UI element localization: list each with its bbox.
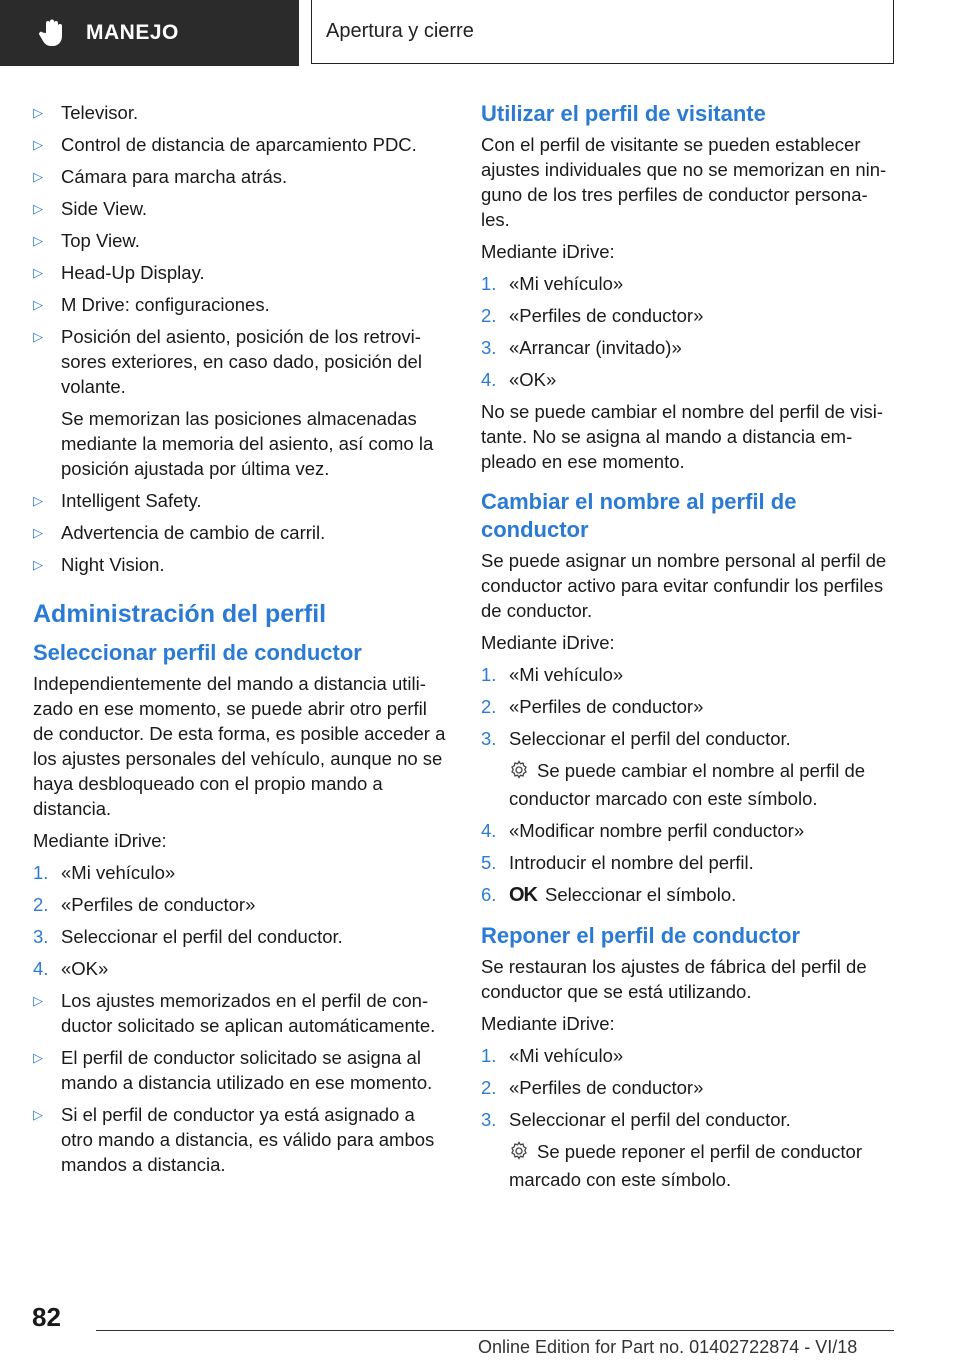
bullet-text: Head-Up Display. — [61, 262, 205, 283]
bullet-text: Night Vision. — [61, 554, 165, 575]
bullet-item — [33, 324, 448, 399]
bullet-text: M Drive: configuraciones. — [61, 294, 270, 315]
bullet-item — [33, 164, 448, 189]
bullet-item — [33, 552, 448, 577]
idrive-label: Mediante iDrive: — [481, 241, 615, 262]
list-item — [481, 367, 896, 392]
rename-text: Se puede asignar un nombre personal al perfil de conductor activo para evitar confundir los perfiles de conductor. — [481, 550, 887, 621]
bullet-text: Top View. — [61, 230, 140, 251]
step-number: 1. — [481, 1045, 497, 1066]
reset-gear-note — [481, 1139, 896, 1192]
section-title: MANEJO — [86, 21, 179, 44]
triangle-bullet-icon: ▷ — [33, 233, 43, 248]
bullet-item — [33, 520, 448, 545]
triangle-bullet-icon: ▷ — [33, 297, 43, 312]
step-number: 2. — [481, 1077, 497, 1098]
step-text: «OK» — [61, 958, 109, 979]
triangle-bullet-icon: ▷ — [33, 265, 43, 280]
triangle-bullet-icon: ▷ — [33, 329, 43, 344]
step-number: 1. — [481, 664, 497, 685]
list-item — [33, 924, 448, 949]
step-text: «Arrancar (invitado)» — [509, 337, 682, 358]
step-text: «Modificar nombre perfil conductor» — [509, 820, 805, 841]
triangle-bullet-icon: ▷ — [33, 993, 43, 1008]
footer-edition: Online Edition for Part no. 01402722874 - VI/18 — [478, 1337, 858, 1357]
step-text: Introducir el nombre del perfil. — [509, 852, 754, 873]
list-item — [481, 303, 896, 328]
list-item — [33, 956, 448, 981]
gear-icon — [509, 1141, 529, 1167]
triangle-bullet-icon: ▷ — [33, 105, 43, 120]
triangle-bullet-icon: ▷ — [33, 201, 43, 216]
step-text: «Mi vehículo» — [61, 862, 176, 883]
list-item — [481, 882, 896, 908]
bullet-text: El perfil de conductor solicitado se asigna al mando a distancia utilizado en ese momento. — [61, 1047, 433, 1093]
section-heading-profile-admin: Administración del perfil — [33, 600, 327, 628]
bullet-item — [33, 488, 448, 513]
list-item — [481, 726, 896, 751]
bullet-item — [33, 1102, 448, 1177]
step-text: «Perfiles de conductor» — [509, 305, 704, 326]
step-number: 2. — [33, 894, 49, 915]
chapter-tab — [311, 0, 894, 64]
list-item — [481, 850, 896, 875]
heading-reset-profile: Reponer el perfil de conductor — [481, 923, 801, 948]
list-item — [481, 1107, 896, 1132]
triangle-bullet-icon: ▷ — [33, 137, 43, 152]
bullet-text: Posición del asiento, posición de los retrovi‐ sores exteriores, en caso dado, posición del volante. — [61, 326, 422, 397]
step-text: «Perfiles de conductor» — [61, 894, 256, 915]
section-tab — [0, 0, 299, 66]
bullet-text: Side View. — [61, 198, 148, 219]
list-item — [481, 818, 896, 843]
idrive-label: Mediante iDrive: — [33, 830, 167, 851]
step-number: 6. — [481, 884, 497, 905]
triangle-bullet-icon: ▷ — [33, 1050, 43, 1065]
step-number: 3. — [481, 728, 497, 749]
step-text: «Mi vehículo» — [509, 273, 624, 294]
bullet-item — [33, 196, 448, 221]
list-item — [481, 662, 896, 687]
triangle-bullet-icon: ▷ — [33, 525, 43, 540]
heading-visitor-profile: Utilizar el perfil de visitante — [481, 101, 766, 126]
hand-icon — [38, 18, 68, 48]
step-number: 1. — [481, 273, 497, 294]
step-text: «Perfiles de conductor» — [509, 696, 704, 717]
step-text: Seleccionar el perfil del conductor. — [61, 926, 343, 947]
list-item — [33, 860, 448, 885]
triangle-bullet-icon: ▷ — [33, 493, 43, 508]
gear-icon — [509, 760, 529, 786]
list-item — [481, 335, 896, 360]
step-number: 3. — [481, 337, 497, 358]
bullet-text: Intelligent Safety. — [61, 490, 202, 511]
triangle-bullet-icon: ▷ — [33, 169, 43, 184]
visitor-text: Con el perfil de visitante se pueden establecer ajustes individuales que no se memorizan en nin‐ guno de los tres perfiles de conductor persona‐ les. — [481, 134, 887, 230]
seat-memory-note: Se memorizan las posiciones almacenadas mediante la memoria del asiento, así como la posición ajustada por última vez. — [61, 408, 434, 479]
bullet-item — [33, 132, 448, 157]
bullet-item — [33, 1045, 448, 1095]
list-item — [481, 271, 896, 296]
step-number: 4. — [481, 820, 497, 841]
page-header — [0, 0, 960, 66]
list-item — [481, 1075, 896, 1100]
step-text: «Perfiles de conductor» — [509, 1077, 704, 1098]
step-number: 3. — [481, 1109, 497, 1130]
bullet-item — [33, 228, 448, 253]
reset-text: Se restauran los ajustes de fábrica del perfil de conductor que se está utilizando. — [481, 956, 867, 1002]
right-column — [481, 100, 896, 1199]
gear-note-text: Se puede cambiar el nombre al perfil de conductor marcado con este símbolo. — [509, 760, 866, 809]
step-number: 1. — [33, 862, 49, 883]
bullet-text: Los ajustes memorizados en el perfil de con‐ ductor solicitado se aplican automáticamente. — [61, 990, 436, 1036]
bullet-text: Cámara para marcha atrás. — [61, 166, 288, 187]
page-number: 82 — [32, 1302, 61, 1332]
step-text: Seleccionar el perfil del conductor. — [509, 728, 791, 749]
visitor-note: No se puede cambiar el nombre del perfil de visi‐ tante. No se asigna al mando a distancia em‐ pleado en ese momento. — [481, 401, 884, 472]
bullet-text: Televisor. — [61, 102, 139, 123]
step-text: «OK» — [509, 369, 557, 390]
bullet-text: Si el perfil de conductor ya está asignado a otro mando a distancia, es válido para ambos mandos a distancia. — [61, 1104, 435, 1175]
step-number: 4. — [33, 958, 49, 979]
step-text: Seleccionar el símbolo. — [545, 884, 737, 905]
heading-rename-profile: Cambiar el nombre al perfil de conductor — [481, 489, 797, 542]
bullet-item — [33, 260, 448, 285]
idrive-label: Mediante iDrive: — [481, 1013, 615, 1034]
step-text: «Mi vehículo» — [509, 1045, 624, 1066]
step-number: 3. — [33, 926, 49, 947]
bullet-item — [33, 292, 448, 317]
triangle-bullet-icon: ▷ — [33, 1107, 43, 1122]
step-number: 5. — [481, 852, 497, 873]
bullet-text: Advertencia de cambio de carril. — [61, 522, 326, 543]
footer-divider — [96, 1330, 894, 1331]
left-column — [33, 100, 448, 1184]
bullet-item — [33, 100, 448, 125]
list-item — [481, 1043, 896, 1068]
bullet-text: Control de distancia de aparcamiento PDC. — [61, 134, 417, 155]
step-number: 2. — [481, 305, 497, 326]
select-profile-intro: Independientemente del mando a distancia utili‐ zado en ese momento, se puede abrir otro perfil de conductor. De esta forma, es posible acceder a los ajustes personales del vehículo, aunque no se haya desbloqueado con el propio mando a distancia. — [33, 673, 446, 819]
list-item — [33, 892, 448, 917]
step-number: 4. — [481, 369, 497, 390]
ok-icon: OK — [509, 884, 537, 906]
list-item — [481, 694, 896, 719]
step-text: Seleccionar el perfil del conductor. — [509, 1109, 791, 1130]
bullet-item — [33, 988, 448, 1038]
step-text: «Mi vehículo» — [509, 664, 624, 685]
heading-select-profile: Seleccionar perfil de conductor — [33, 640, 362, 665]
chapter-title: Apertura y cierre — [326, 20, 474, 42]
gear-note-text: Se puede reponer el perfil de conductor marcado con este símbolo. — [509, 1141, 862, 1190]
rename-gear-note — [481, 758, 896, 811]
triangle-bullet-icon: ▷ — [33, 557, 43, 572]
step-number: 2. — [481, 696, 497, 717]
idrive-label: Mediante iDrive: — [481, 632, 615, 653]
